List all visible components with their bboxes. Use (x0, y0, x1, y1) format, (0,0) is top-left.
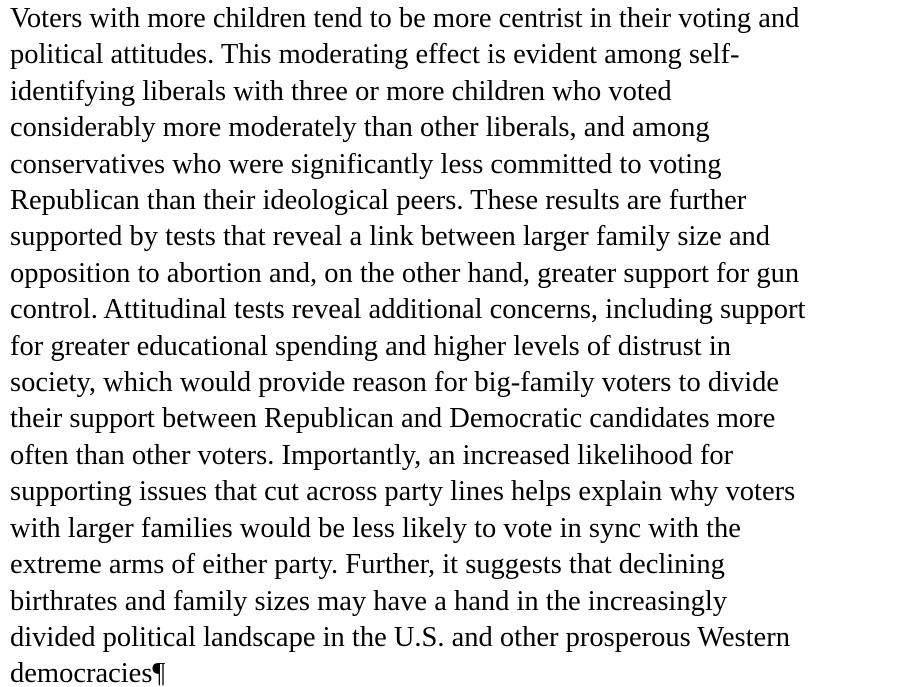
text-line: for greater educational spending and higher levels of distrust in (10, 330, 731, 362)
text-line: democracies¶ (10, 658, 166, 687)
text-line: often than other voters. Importantly, an increased likelihood for (10, 439, 734, 471)
text-line: political attitudes. This moderating effect is evident among self- (10, 39, 740, 71)
text-line: opposition to abortion and, on the other hand, greater support for gun (10, 257, 800, 289)
text-line: identifying liberals with three or more children who voted (10, 75, 672, 107)
text-line: divided political landscape in the U.S. and other prosperous Western (10, 621, 790, 653)
text-line: extreme arms of either party. Further, it suggests that declining (10, 549, 725, 581)
text-line: Republican than their ideological peers. These results are further (10, 185, 747, 217)
text-line: control. Attitudinal tests reveal additional concerns, including support (10, 294, 806, 326)
text-line: supported by tests that reveal a link between larger family size and (10, 221, 771, 253)
text-line: their support between Republican and Democratic candidates more (10, 403, 776, 435)
text-line: birthrates and family sizes may have a hand in the increasingly (10, 585, 728, 617)
text-line: conservatives who were significantly less committed to voting (10, 148, 722, 180)
paragraph[interactable] (10, 1, 905, 687)
text-line: with larger families would be less likely to vote in sync with the (10, 512, 741, 544)
text-line: considerably more moderately than other liberals, and among (10, 112, 710, 144)
text-line: society, which would provide reason for big-family voters to divide (10, 367, 780, 399)
text-line: Voters with more children tend to be more centrist in their voting and (10, 3, 800, 34)
text-line: supporting issues that cut across party lines helps explain why voters (10, 476, 796, 508)
